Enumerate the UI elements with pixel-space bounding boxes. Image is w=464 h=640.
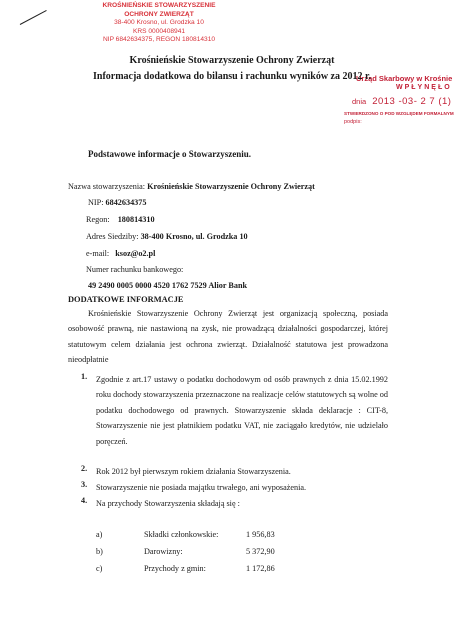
income-label: b)	[96, 547, 103, 556]
income-name: Składki członkowskie:	[144, 530, 219, 539]
income-label: a)	[96, 530, 103, 539]
income-value: 5 372,90	[246, 547, 275, 556]
stamp-line: NIP 6842634375, REGON 180814310	[102, 36, 216, 44]
stamp-line: KROŚNIEŃSKIE STOWARZYSZENIE	[102, 2, 216, 9]
regon-value: 180814310	[117, 215, 155, 224]
regon-row	[86, 215, 155, 224]
office-stamp-verified: STWIERDZONO O POD WZGLĘDEM FORMALNYM	[344, 111, 454, 116]
list-item-number: 2.	[81, 464, 88, 473]
account-label: Numer rachunku bankowego:	[86, 265, 184, 274]
name-row	[68, 182, 315, 191]
name-value: Krośnieńskie Stowarzyszenie Ochrony Zwierząt	[147, 182, 315, 191]
pen-mark	[20, 10, 47, 25]
additional-paragraph: Krośnieńskie Stowarzyszenie Ochrony Zwierząt jest organizacją społeczną, posiada osobowość prawną, nie nastawioną na zysk, nie prowadzącą działalności gospodarczej, której statutowym celem działania jest ochrona zwierząt. Działalność statutowa jest prowadzona nieodpłatnie	[68, 309, 388, 365]
regon-label: Regon:	[86, 215, 110, 224]
email-label: e-mail:	[86, 249, 110, 258]
list-item-text: Na przychody Stowarzyszenia składają się :	[96, 499, 240, 508]
office-stamp-received: WPŁYNĘŁO	[396, 84, 452, 91]
document-subtitle: Informacja dodatkowa do bilansu i rachunku wyników za 2012 r.	[92, 71, 372, 82]
income-name: Darowizny:	[144, 547, 183, 556]
income-value: 1 172,86	[246, 564, 275, 573]
list-item-number: 1.	[81, 372, 88, 381]
address-value: 38-400 Krosno, ul. Grodzka 10	[140, 232, 248, 241]
list-item-text: Zgodnie z art.17 ustawy o podatku dochodowym od osób prawnych z dnia 15.02.1992 roku dochody stowarzyszenia przeznaczone na realizacje celów statutowych są wolne od podatku dochodowego od prawnych. Stowarzyszenie składa deklaracje : CIT-8, Stowarzyszenie nie jest płatnikiem podatku VAT, nie zaciągało kredytów, nie udzielało poręczeń.	[96, 375, 388, 446]
stamp-line: 38-400 Krosno, ul. Grodzka 10	[114, 19, 204, 27]
office-stamp-date: 2013 -03- 2 7 (1)	[372, 96, 452, 107]
account-value: 49 2490 0005 0000 4520 1762 7529 Alior Bank	[88, 281, 248, 290]
nip-value: 6842634375	[105, 198, 147, 207]
income-name: Przychody z gmin:	[144, 564, 206, 573]
office-stamp-name: Urząd Skarbowy w Krośnie	[356, 74, 453, 83]
list-item-number: 3.	[81, 480, 88, 489]
tax-office-stamp	[338, 74, 464, 134]
name-label: Nazwa stowarzyszenia:	[68, 182, 146, 191]
address-label: Adres Siedziby:	[86, 232, 139, 241]
association-stamp	[84, 2, 234, 45]
office-stamp-date-label: dnia	[352, 97, 367, 106]
stamp-line: KRS 0000408941	[132, 27, 186, 35]
stamp-line: OCHRONY ZWIERZĄT	[124, 10, 194, 18]
document-title: Krośnieńskie Stowarzyszenie Ochrony Zwierząt	[129, 55, 335, 66]
address-row	[86, 232, 248, 241]
list-item-text: Stowarzyszenie nie posiada majątku trwałego, ani wyposażenia.	[96, 483, 307, 492]
income-value: 1 956,83	[246, 530, 275, 539]
email-value: ksoz@o2.pl	[115, 249, 156, 258]
office-stamp-sign: podpis:	[344, 119, 362, 125]
additional-heading: DODATKOWE INFORMACJE	[68, 295, 184, 304]
section-title: Podstawowe informacje o Stowarzyszeniu.	[88, 149, 251, 159]
income-label: c)	[96, 564, 103, 573]
list-item-number: 4.	[81, 496, 88, 505]
list-item-text: Rok 2012 był pierwszym rokiem działania Stowarzyszenia.	[96, 467, 291, 476]
nip-row	[88, 198, 146, 207]
nip-label: NIP:	[88, 198, 104, 207]
email-row	[86, 249, 155, 258]
account-value-row	[88, 281, 247, 290]
office-stamp-date-row	[352, 96, 451, 107]
